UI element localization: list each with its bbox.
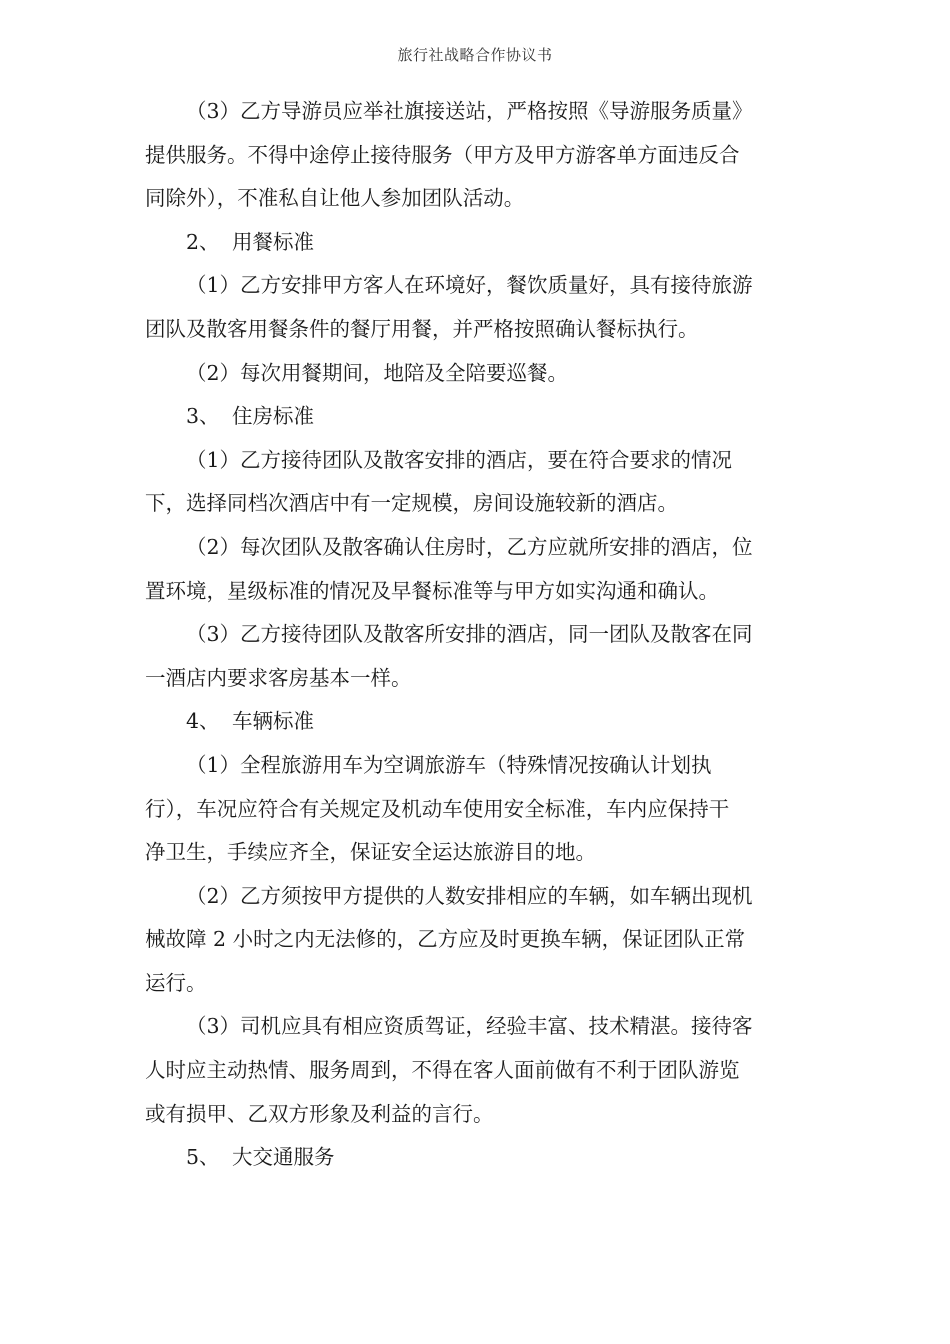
section-heading <box>145 1136 800 1180</box>
paragraph-line: 提供服务。不得中途停止接待服务（甲方及甲方游客单方面违反合 <box>145 142 740 167</box>
paragraph-line: 行），车况应符合有关规定及机动车使用安全标准，车内应保持干 <box>145 796 730 821</box>
paragraph-line: 械故障 2 小时之内无法修的，乙方应及时更换车辆，保证团队正常 <box>145 927 746 952</box>
paragraph-line: （3）司机应具有相应资质驾证，经验丰富、技术精湛。接待客 <box>186 1014 753 1039</box>
section-title: 用餐标准 <box>232 229 314 254</box>
paragraph-line: 净卫生，手续应齐全，保证安全运达旅游目的地。 <box>145 840 596 865</box>
paragraph-line: （2）乙方须按甲方提供的人数安排相应的车辆，如车辆出现机 <box>186 883 753 908</box>
section-number: 3、 <box>186 404 220 429</box>
section-title: 住房标准 <box>232 404 314 429</box>
paragraph-line: 下，选择同档次酒店中有一定规模，房间设施较新的酒店。 <box>145 491 678 516</box>
paragraph-line: 团队及散客用餐条件的餐厅用餐，并严格按照确认餐标执行。 <box>145 316 699 341</box>
section-number: 5、 <box>186 1145 220 1170</box>
section-heading <box>145 221 800 265</box>
document-title: 旅行社战略合作协议书 <box>397 46 553 64</box>
paragraph-line: 一酒店内要求客房基本一样。 <box>145 665 412 690</box>
paragraph-line: 或有损甲、乙双方形象及利益的言行。 <box>145 1101 494 1126</box>
page-header <box>0 44 950 66</box>
paragraph-line: 置环境，星级标准的情况及早餐标准等与甲方如实沟通和确认。 <box>145 578 719 603</box>
paragraph-line: 运行。 <box>145 970 207 995</box>
paragraph-line: （1）乙方接待团队及散客安排的酒店，要在符合要求的情况 <box>186 447 733 472</box>
document-body <box>145 90 800 1180</box>
section-title: 大交通服务 <box>232 1145 335 1170</box>
paragraph-line: 同除外），不准私自让他人参加团队活动。 <box>145 186 525 211</box>
paragraph-line: （1）全程旅游用车为空调旅游车（特殊情况按确认计划执 <box>186 752 712 777</box>
paragraph-line: （2）每次用餐期间，地陪及全陪要巡餐。 <box>186 360 569 385</box>
section-number: 2、 <box>186 229 220 254</box>
section-title: 车辆标准 <box>232 709 314 734</box>
paragraph-line: （3）乙方接待团队及散客所安排的酒店，同一团队及散客在同 <box>186 622 753 647</box>
paragraph-line: （3）乙方导游员应举社旗接送站，严格按照《导游服务质量》 <box>186 99 753 123</box>
paragraph-line: 人时应主动热情、服务周到，不得在客人面前做有不利于团队游览 <box>145 1058 740 1083</box>
paragraph-line: （2）每次团队及散客确认住房时，乙方应就所安排的酒店，位 <box>186 534 753 559</box>
section-heading <box>145 700 800 744</box>
paragraph-line: （1）乙方安排甲方客人在环境好，餐饮质量好，具有接待旅游 <box>186 273 753 298</box>
section-number: 4、 <box>186 709 220 734</box>
section-heading <box>145 395 800 439</box>
